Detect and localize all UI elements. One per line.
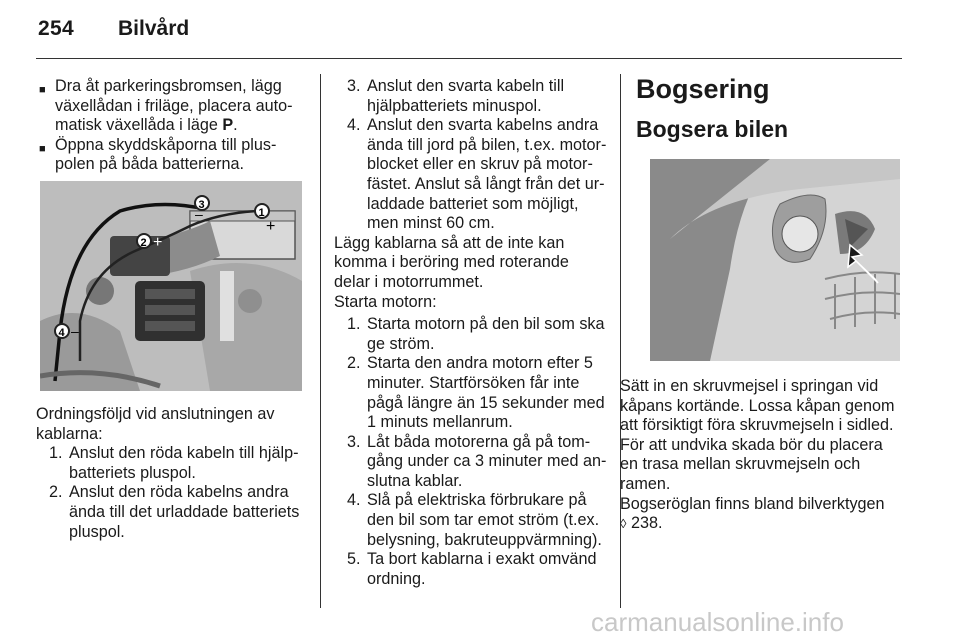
column-1-lower — [36, 405, 302, 542]
bullet-bold-text: P — [222, 116, 234, 135]
list-number: 3. — [347, 432, 361, 451]
page-number: 254 — [38, 17, 74, 40]
figure-sign: – — [195, 206, 203, 222]
column-3-lower — [620, 377, 904, 534]
towing-cover-figure — [650, 159, 900, 361]
figure-label: 2 — [140, 237, 147, 249]
figure-label: 3 — [198, 199, 205, 211]
list-item — [334, 491, 607, 550]
arrow-reference-icon: ◊ — [620, 516, 627, 532]
column-3 — [636, 74, 902, 142]
list-text: Starta den andra motorn efter 5 minuter. Startförsöken får inte pågå längre än 15 sekunder med 1 minuts mellanrum. — [367, 354, 605, 432]
bullet-square-icon: ■ — [39, 84, 46, 96]
list-item — [334, 354, 607, 432]
figure-sign: – — [71, 323, 79, 339]
bullet-text-end: . — [233, 116, 238, 135]
figure-sign: + — [266, 218, 276, 235]
list-text: Anslut den svarta kabelns andra ända till jord på bilen, t.ex. motorblocket eller en skruv på motorfästet. Anslut så långt från det urladdade batteriet som möjligt, men minst 60 cm. — [367, 116, 607, 233]
list-item — [334, 116, 607, 234]
column-2 — [334, 77, 607, 589]
list-number: 2. — [49, 483, 63, 502]
header-rule — [36, 58, 902, 59]
paragraph-text: Bogseröglan finns bland bilverktygen — [620, 494, 885, 513]
list-number: 2. — [347, 354, 361, 373]
watermark: carmanualsonline.info — [591, 607, 844, 637]
bullet-square-icon: ■ — [39, 142, 46, 155]
list-text: Anslut den röda kabeln till hjälpbatteriets pluspol. — [69, 444, 299, 482]
page-title: Bilvård — [118, 17, 190, 40]
list-item — [334, 550, 607, 589]
list-number: 4. — [347, 116, 361, 135]
bullet-text: Öppna skyddskåporna till pluspolen på båda batterierna. — [55, 135, 277, 174]
figure-label: 4 — [58, 327, 65, 339]
list-text: Anslut den svarta kabeln till hjälpbatteriets minuspol. — [367, 77, 565, 115]
column-divider-left — [320, 74, 321, 608]
figure-caption: Ordningsföljd vid anslutningen av kablarna: — [36, 405, 275, 443]
paragraph — [620, 495, 904, 534]
list-text: Ta bort kablarna i exakt omvänd ordning. — [367, 550, 597, 588]
list-number: 3. — [347, 77, 361, 95]
section-heading: Bogsering — [636, 74, 770, 104]
list-item — [334, 433, 607, 492]
list-number: 4. — [347, 491, 361, 510]
list-text: Slå på elektriska förbrukare på den bil som tar emot ström (t.ex. belysning, bakruteuppvärmning). — [367, 491, 602, 549]
list-number: 1. — [347, 315, 361, 334]
section-subheading: Bogsera bilen — [636, 116, 789, 142]
bullet-text: Dra åt parkeringsbromsen, lägg växellådan i friläge, placera automatisk växellåda i läge — [55, 77, 293, 135]
figure-sign: + — [153, 234, 163, 251]
paragraph: Starta motorn: — [334, 292, 437, 311]
column-1 — [36, 77, 302, 175]
list-text: Låt båda motorerna gå på tomgång under ca 3 minuter med anslutna kablar. — [367, 432, 607, 490]
paragraph: Lägg kablarna så att de inte kan komma i beröring med roterande delar i motorrummet. — [334, 233, 569, 291]
bullet-item — [36, 77, 302, 136]
list-number: 1. — [49, 444, 63, 463]
list-item — [36, 444, 302, 483]
engine-bay-illustration — [40, 181, 302, 391]
list-item — [36, 483, 302, 542]
list-text: Starta motorn på den bil som ska ge ström. — [367, 315, 605, 353]
bumper-illustration — [650, 159, 900, 361]
list-item — [334, 77, 607, 116]
list-number: 5. — [347, 550, 361, 569]
battery-jumpstart-figure — [40, 181, 302, 391]
paragraph: Sätt in en skruvmejsel i springan vid kåpans kortände. Lossa kåpan genom att försiktigt föra skruvmejseln i sidled. För att undvika skada bör du placera en trasa mellan skruvmejseln och ramen. — [620, 377, 895, 493]
list-text: Anslut den röda kabelns andra ända till det urladdade batteriets pluspol. — [69, 483, 300, 541]
figure-label: 1 — [258, 207, 265, 219]
list-item — [334, 315, 607, 354]
bullet-item — [36, 136, 302, 175]
page-reference-link[interactable]: 238. — [630, 514, 663, 533]
